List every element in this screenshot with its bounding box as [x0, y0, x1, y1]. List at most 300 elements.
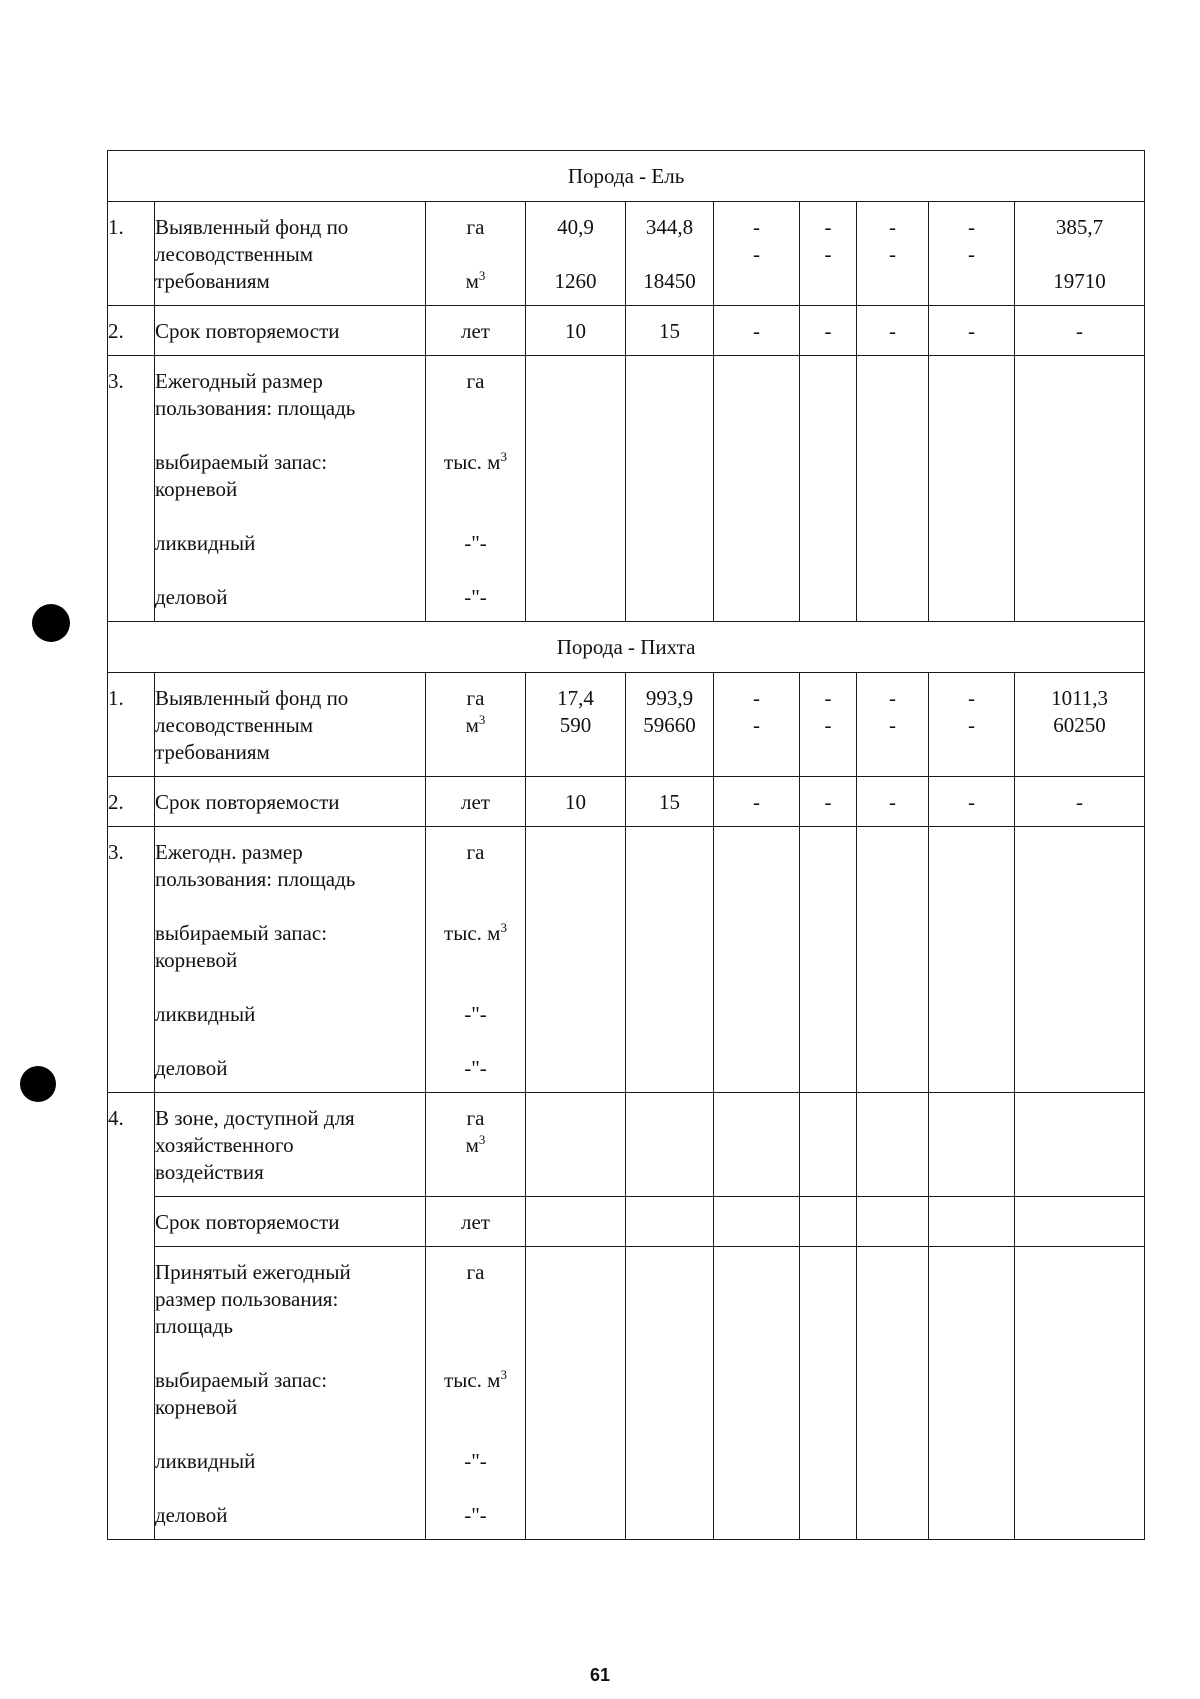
value-col-3-line [714, 893, 799, 920]
value-col-5-line [857, 268, 928, 295]
row-label-line: выбираемый запас: [155, 1368, 328, 1392]
value-col-6-line [929, 1105, 1014, 1132]
value-col-6-line [929, 1475, 1014, 1502]
value-col-5-cell [857, 673, 929, 777]
value-col-6-line [929, 920, 1014, 947]
value-col-7-line [1015, 530, 1144, 557]
row-unit-line [426, 476, 525, 503]
row-unit-line [426, 974, 525, 1001]
value-col-2-line [626, 920, 713, 947]
row-unit-line: -"- [464, 1449, 487, 1473]
value-col-1-line [526, 839, 625, 866]
value-col-4-line [800, 1132, 856, 1159]
value-col-2-cell [626, 1197, 714, 1247]
value-col-3-line [714, 1105, 799, 1132]
row-label-line: Принятый ежегодный [155, 1260, 351, 1284]
value-col-5-line [857, 947, 928, 974]
value-col-4-line: - [824, 790, 832, 814]
value-col-2-line [626, 530, 713, 557]
value-col-1-line [526, 503, 625, 530]
value-col-1-line [526, 449, 625, 476]
value-col-4-lines [800, 1093, 856, 1196]
row-label-line: деловой [155, 1056, 228, 1080]
value-col-2-line [626, 974, 713, 1001]
row-unit-cell [426, 202, 526, 306]
value-col-7-line [1015, 1001, 1144, 1028]
row-label-line [155, 557, 425, 584]
value-col-3-line [714, 839, 799, 866]
value-col-1-line [526, 1340, 625, 1367]
value-col-3-lines [714, 1247, 799, 1539]
value-col-7-lines [1015, 306, 1144, 355]
value-col-5-line: - [889, 713, 896, 737]
value-col-4-line: - [824, 242, 832, 266]
row-unit-line [426, 1475, 525, 1502]
value-col-6-line [929, 1028, 1014, 1055]
value-col-5-cell [857, 356, 929, 622]
species-header-row [108, 622, 1145, 673]
row-unit-lines [426, 306, 525, 355]
value-col-7-cell [1015, 1197, 1145, 1247]
value-col-4-line [800, 1209, 856, 1236]
value-col-3-lines [714, 673, 799, 776]
value-col-5-line [857, 1105, 928, 1132]
value-col-5-line [857, 1028, 928, 1055]
value-col-5-line [857, 1475, 928, 1502]
value-col-5-cell [857, 202, 929, 306]
value-col-5-lines [857, 356, 928, 621]
species-header: Порода - Пихта [108, 622, 1145, 673]
value-col-5-line [857, 1286, 928, 1313]
row-unit-cell [426, 1197, 526, 1247]
value-col-3-line [714, 449, 799, 476]
row-number [108, 202, 155, 306]
value-col-6-line: - [968, 713, 975, 737]
value-col-4-line [800, 1313, 856, 1340]
value-col-5-lines [857, 777, 928, 826]
value-col-3-line [714, 974, 799, 1001]
value-col-2-line [626, 1502, 713, 1529]
row-unit-line: га [466, 1106, 485, 1130]
row-unit-lines [426, 1093, 525, 1196]
row-unit-cell [426, 827, 526, 1093]
value-col-1-line: 17,4 [557, 686, 594, 710]
row-unit-line [426, 947, 525, 974]
row-unit-lines [426, 1247, 525, 1539]
value-col-3-line [714, 395, 799, 422]
value-col-5-cell [857, 306, 929, 356]
value-col-6-line [929, 268, 1014, 295]
table-row [108, 827, 1145, 1093]
row-label-line [155, 1421, 425, 1448]
value-col-5-line [857, 530, 928, 557]
value-col-2-line [626, 1394, 713, 1421]
value-col-7-lines [1015, 356, 1144, 621]
value-col-3-line [714, 1502, 799, 1529]
value-col-2-lines [626, 673, 713, 776]
value-col-3-cell [714, 306, 800, 356]
value-col-1-line [526, 584, 625, 611]
value-col-1-line [526, 1259, 625, 1286]
row-unit-cell [426, 1093, 526, 1197]
value-col-7-line: - [1076, 790, 1084, 814]
value-col-4-line [800, 530, 856, 557]
value-col-2-line [626, 449, 713, 476]
value-col-7-line [1015, 1132, 1144, 1159]
value-col-1-line [526, 1502, 625, 1529]
value-col-3-line [714, 1475, 799, 1502]
row-label-line: воздействия [155, 1160, 264, 1184]
value-col-5-lines [857, 673, 928, 776]
value-col-3-line: - [753, 215, 760, 239]
value-col-3-line [714, 1055, 799, 1082]
row-label-line: Выявленный фонд по [155, 686, 349, 710]
table-row [108, 356, 1145, 622]
value-col-5-line [857, 584, 928, 611]
value-col-6-line [929, 1055, 1014, 1082]
value-col-2-line: 993,9 [645, 686, 694, 710]
value-col-6-line [929, 1132, 1014, 1159]
value-col-6-line [929, 1340, 1014, 1367]
row-unit-line [426, 422, 525, 449]
value-col-1-lines [526, 306, 625, 355]
value-col-1-line [526, 1001, 625, 1028]
value-col-1-line [526, 1159, 625, 1186]
value-col-7-lines [1015, 827, 1144, 1092]
value-col-5-lines [857, 1197, 928, 1246]
value-col-5-lines [857, 1093, 928, 1196]
value-col-6-cell [929, 306, 1015, 356]
value-col-2-line: 15 [659, 319, 680, 343]
row-label-lines [155, 673, 425, 776]
value-col-7-line: 1011,3 [1051, 686, 1109, 710]
value-col-1-cell [526, 202, 626, 306]
value-col-1-cell [526, 306, 626, 356]
value-col-6-line [929, 739, 1014, 766]
value-col-3-lines [714, 827, 799, 1092]
row-unit-lines [426, 356, 525, 621]
value-col-6-line [929, 1259, 1014, 1286]
value-col-3-line [714, 1448, 799, 1475]
row-number-text: 1. [108, 686, 124, 710]
value-col-1-line [526, 1421, 625, 1448]
row-label-cell [155, 827, 426, 1093]
value-col-4-cell [800, 827, 857, 1093]
value-col-2-line: 59660 [643, 713, 696, 737]
value-col-6-line: - [968, 686, 975, 710]
value-col-4-line [800, 1448, 856, 1475]
value-col-1-line: 10 [565, 790, 586, 814]
value-col-6-line [929, 476, 1014, 503]
value-col-6-cell [929, 202, 1015, 306]
row-label-line [155, 503, 425, 530]
value-col-1-line [526, 395, 625, 422]
value-col-4-lines [800, 673, 856, 776]
value-col-1-lines [526, 1197, 625, 1246]
value-col-5-line [857, 920, 928, 947]
row-unit-line [426, 1340, 525, 1367]
value-col-7-line [1015, 893, 1144, 920]
value-col-1-line [526, 1448, 625, 1475]
value-col-2-lines [626, 1093, 713, 1196]
value-col-5-line [857, 839, 928, 866]
row-unit-lines [426, 673, 525, 776]
value-col-6-line [929, 1394, 1014, 1421]
value-col-4-lines [800, 827, 856, 1092]
row-unit-line: $м^3$ [465, 1132, 486, 1157]
row-label-line: Ежегодн. размер [155, 840, 303, 864]
value-col-5-line [857, 1209, 928, 1236]
row-label-line: Срок повторяемости [155, 1210, 340, 1234]
row-label-line: ликвидный [155, 1002, 256, 1026]
row-label-line: деловой [155, 1503, 228, 1527]
value-col-4-line [800, 395, 856, 422]
row-label-cell [155, 673, 426, 777]
table-row [108, 306, 1145, 356]
value-col-7-line [1015, 422, 1144, 449]
value-col-6-cell [929, 356, 1015, 622]
value-col-3-cell [714, 1093, 800, 1197]
value-col-3-cell [714, 356, 800, 622]
value-col-5-line: - [889, 215, 896, 239]
value-col-1-line [526, 739, 625, 766]
value-col-4-line [800, 1105, 856, 1132]
value-col-4-line [800, 866, 856, 893]
value-col-6-cell [929, 1197, 1015, 1247]
value-col-7-line [1015, 584, 1144, 611]
value-col-1-line [526, 422, 625, 449]
value-col-3-line [714, 1286, 799, 1313]
value-col-4-line [800, 1055, 856, 1082]
value-col-5-line [857, 1394, 928, 1421]
value-col-5-cell [857, 1197, 929, 1247]
row-number-text: 3. [108, 369, 124, 393]
value-col-7-line [1015, 1105, 1144, 1132]
row-unit-lines [426, 777, 525, 826]
value-col-6-line [929, 395, 1014, 422]
value-col-4-line [800, 368, 856, 395]
value-col-4-cell [800, 1247, 857, 1540]
value-col-7-line [1015, 1394, 1144, 1421]
value-col-3-line [714, 422, 799, 449]
value-col-4-line [800, 947, 856, 974]
value-col-3-line [714, 1394, 799, 1421]
value-col-6-cell [929, 1247, 1015, 1540]
value-col-3-lines [714, 306, 799, 355]
value-col-4-line [800, 839, 856, 866]
value-col-4-line [800, 974, 856, 1001]
value-col-5-line [857, 893, 928, 920]
row-label-line: размер пользования: [155, 1287, 339, 1311]
value-col-2-line [626, 1421, 713, 1448]
row-unit-cell [426, 306, 526, 356]
row-number [108, 356, 155, 622]
value-col-4-cell [800, 356, 857, 622]
value-col-7-line: 60250 [1053, 713, 1106, 737]
value-col-3-line [714, 1159, 799, 1186]
value-col-3-line [714, 1001, 799, 1028]
table-row [108, 202, 1145, 306]
row-unit-line [426, 241, 525, 268]
value-col-3-line [714, 1367, 799, 1394]
row-unit-line: лет [461, 790, 490, 814]
value-col-4-lines [800, 777, 856, 826]
row-unit-line: лет [461, 1210, 490, 1234]
value-col-2-line [626, 476, 713, 503]
value-col-4-line [800, 1259, 856, 1286]
value-col-6-line [929, 1421, 1014, 1448]
value-col-4-line [800, 268, 856, 295]
value-col-1-line [526, 1313, 625, 1340]
row-label-line: пользования: площадь [155, 867, 356, 891]
value-col-1-line [526, 920, 625, 947]
value-col-3-line [714, 268, 799, 295]
value-col-1-lines [526, 827, 625, 1092]
value-col-4-line [800, 1475, 856, 1502]
value-col-1-line [526, 557, 625, 584]
row-unit-line: $м^3$ [465, 712, 486, 737]
value-col-1-line: 1260 [554, 269, 597, 293]
row-label-lines [155, 1093, 425, 1196]
row-unit-line: га [466, 686, 485, 710]
value-col-5-line: - [889, 790, 896, 814]
value-col-4-line [800, 422, 856, 449]
value-col-2-lines [626, 202, 713, 305]
row-label-lines [155, 1197, 425, 1246]
value-col-2-lines [626, 1197, 713, 1246]
value-col-7-line [1015, 1259, 1144, 1286]
row-number-text: 2. [108, 790, 124, 814]
value-col-7-line [1015, 974, 1144, 1001]
row-label-lines [155, 306, 425, 355]
value-col-6-lines [929, 306, 1014, 355]
value-col-2-line [626, 557, 713, 584]
value-col-3-lines [714, 356, 799, 621]
value-col-4-line [800, 920, 856, 947]
value-col-5-line [857, 395, 928, 422]
row-number-text: 4. [108, 1106, 124, 1130]
row-number-text: 2. [108, 319, 124, 343]
row-number [108, 777, 155, 827]
row-label-cell [155, 1197, 426, 1247]
row-unit-line [426, 395, 525, 422]
value-col-1-line: 10 [565, 319, 586, 343]
value-col-6-cell [929, 1093, 1015, 1197]
value-col-2-line [626, 839, 713, 866]
value-col-7-lines [1015, 1093, 1144, 1196]
species-header: Порода - Ель [108, 151, 1145, 202]
row-unit-line: -"- [464, 585, 487, 609]
value-col-5-line [857, 449, 928, 476]
value-col-7-cell [1015, 202, 1145, 306]
value-col-1-line [526, 1105, 625, 1132]
row-label-line: Выявленный фонд по [155, 215, 349, 239]
value-col-6-line [929, 1209, 1014, 1236]
value-col-6-line [929, 1448, 1014, 1475]
value-col-1-line [526, 1394, 625, 1421]
value-col-5-line [857, 503, 928, 530]
value-col-3-line [714, 866, 799, 893]
value-col-6-line [929, 839, 1014, 866]
value-col-4-line: - [824, 215, 832, 239]
value-col-5-line [857, 866, 928, 893]
row-label-line [155, 1475, 425, 1502]
row-unit-line: га [466, 369, 485, 393]
value-col-1-line [526, 1367, 625, 1394]
value-col-2-line: 15 [659, 790, 680, 814]
row-number-text: 1. [108, 215, 124, 239]
value-col-6-line: - [968, 319, 975, 343]
value-col-3-line [714, 1209, 799, 1236]
value-col-7-line [1015, 1340, 1144, 1367]
value-col-7-line [1015, 866, 1144, 893]
value-col-2-line [626, 422, 713, 449]
row-number [108, 673, 155, 777]
value-col-1-lines [526, 777, 625, 826]
row-label-cell [155, 1093, 426, 1197]
punch-hole-top [32, 604, 70, 642]
value-col-4-lines [800, 306, 856, 355]
value-col-3-line [714, 530, 799, 557]
value-col-7-line [1015, 1159, 1144, 1186]
value-col-7-line [1015, 1367, 1144, 1394]
value-col-5-line [857, 974, 928, 1001]
value-col-4-line: - [824, 686, 832, 710]
value-col-7-line [1015, 920, 1144, 947]
value-col-5-line [857, 1259, 928, 1286]
row-unit-line [426, 1313, 525, 1340]
row-unit-line: тыс. $м^3$ [444, 1367, 507, 1392]
row-label-line: корневой [155, 477, 238, 501]
value-col-1-line [526, 1286, 625, 1313]
value-col-7-line [1015, 1502, 1144, 1529]
row-label-lines [155, 777, 425, 826]
row-number-text: 3. [108, 840, 124, 864]
value-col-5-line [857, 1448, 928, 1475]
row-unit-line [426, 503, 525, 530]
row-unit-lines [426, 202, 525, 305]
value-col-7-line [1015, 1421, 1144, 1448]
value-col-6-line [929, 422, 1014, 449]
value-col-7-line [1015, 1028, 1144, 1055]
value-col-3-lines [714, 777, 799, 826]
row-unit-lines [426, 827, 525, 1092]
value-col-7-line [1015, 1055, 1144, 1082]
value-col-2-cell [626, 827, 714, 1093]
value-col-1-line [526, 1028, 625, 1055]
value-col-3-cell [714, 827, 800, 1093]
value-col-7-line: - [1076, 319, 1084, 343]
value-col-6-line [929, 1313, 1014, 1340]
value-col-1-lines [526, 356, 625, 621]
table-row [108, 1197, 1145, 1247]
value-col-6-line [929, 530, 1014, 557]
value-col-3-lines [714, 1197, 799, 1246]
value-col-1-line [526, 947, 625, 974]
value-col-5-cell [857, 777, 929, 827]
value-col-3-line: - [753, 790, 760, 814]
value-col-6-line: - [968, 790, 975, 814]
value-col-5-cell [857, 1093, 929, 1197]
value-col-6-lines [929, 827, 1014, 1092]
row-label-line [155, 422, 425, 449]
value-col-6-line [929, 368, 1014, 395]
value-col-5-lines [857, 306, 928, 355]
value-col-2-line [626, 395, 713, 422]
value-col-4-lines [800, 356, 856, 621]
value-col-2-line [626, 1475, 713, 1502]
value-col-1-line [526, 476, 625, 503]
